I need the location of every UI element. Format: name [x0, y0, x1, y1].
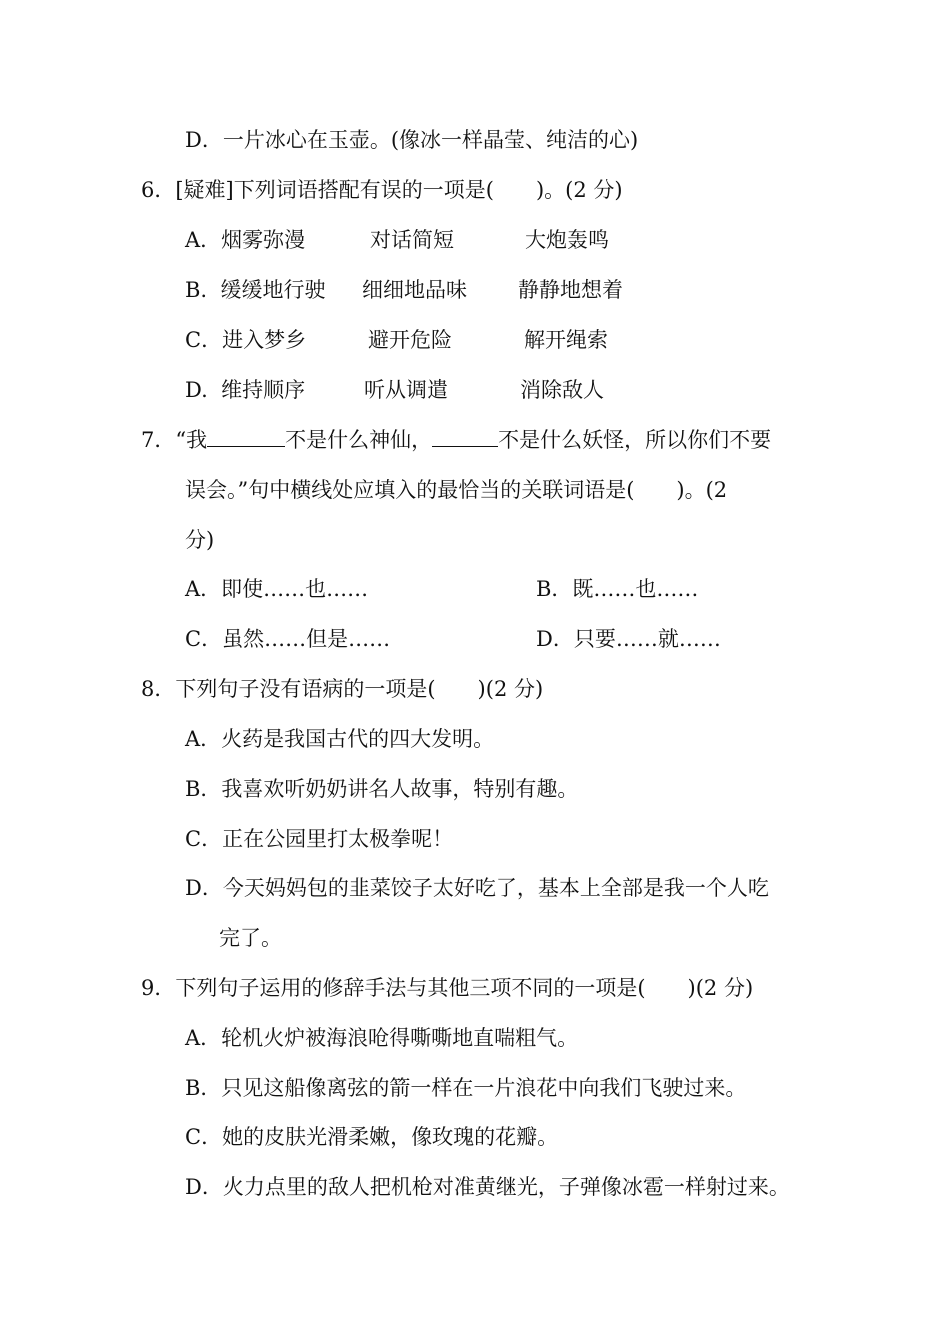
q6-d-term-2: 听从调遣 — [364, 378, 448, 402]
q7-stem-line3: 分) — [185, 528, 215, 552]
q6-b-term-3: 静静地想着 — [518, 278, 623, 302]
q6-d-term-1: D. 维持顺序 — [185, 378, 306, 402]
q6-stem: 6．[疑难]下列词语搭配有误的一项是( )。(2 分) — [141, 178, 623, 202]
q9-option-d: D．火力点里的敌人把机枪对准黄继光，子弹像冰雹一样射过来。 — [185, 1175, 790, 1199]
q5-option-d: D．一片冰心在玉壶。(像冰一样晶莹、纯洁的心) — [185, 128, 639, 152]
q6-a-term-3: 大炮轰鸣 — [525, 228, 609, 252]
q6-c-term-2: 避开危险 — [368, 328, 452, 352]
q7-stem-post: 不是什么妖怪，所以你们不要 — [498, 428, 772, 452]
q7-stem-line2: 误会。”句中横线处应填入的最恰当的关联词语是( )。(2 — [185, 478, 728, 502]
q6-a-term-2: 对话简短 — [370, 228, 454, 252]
q9-stem: 9．下列句子运用的修辞手法与其他三项不同的一项是( )(2 分) — [141, 976, 754, 1000]
q7-stem-mid: 不是什么神仙， — [285, 428, 433, 452]
q7-option-b: B．既……也…… — [536, 577, 699, 601]
q6-d-term-3: 消除敌人 — [520, 378, 604, 402]
q6-b-term-2: 细细地品味 — [362, 278, 467, 302]
q6-c-term-3: 解开绳索 — [524, 328, 608, 352]
q7-blank-2 — [432, 426, 498, 447]
q8-stem: 8．下列句子没有语病的一项是( )(2 分) — [141, 677, 544, 701]
q6-b-term-1: B. 缓缓地行驶 — [185, 278, 326, 302]
q8-option-a: A．火药是我国古代的四大发明。 — [185, 727, 495, 751]
q7-blank-1 — [207, 426, 285, 447]
q9-option-c: C．她的皮肤光滑柔嫩，像玫瑰的花瓣。 — [185, 1125, 559, 1149]
q9-option-b: B．只见这船像离弦的箭一样在一片浪花中向我们飞驶过来。 — [185, 1076, 747, 1100]
q8-option-d-line2: 完了。 — [219, 926, 282, 950]
q7-option-d: D．只要……就…… — [536, 627, 721, 651]
q9-option-a: A．轮机火炉被海浪呛得嘶嘶地直喘粗气。 — [185, 1026, 579, 1050]
q8-option-c: C．正在公园里打太极拳呢！ — [185, 827, 454, 851]
q6-c-term-1: C．进入梦乡 — [185, 328, 307, 352]
q7-option-a: A．即使……也…… — [185, 577, 369, 601]
q7-stem — [141, 425, 771, 455]
q7-option-c: C．虽然……但是…… — [185, 627, 391, 651]
q6-option-a — [185, 225, 305, 255]
q6-a-term-1: A．烟雾弥漫 — [185, 228, 306, 252]
q7-stem-pre: 7．“我 — [141, 428, 208, 452]
q8-option-d-line1: D．今天妈妈包的韭菜饺子太好吃了，基本上全部是我一个人吃 — [185, 876, 769, 900]
q8-option-b: B．我喜欢听奶奶讲名人故事，特别有趣。 — [185, 777, 579, 801]
